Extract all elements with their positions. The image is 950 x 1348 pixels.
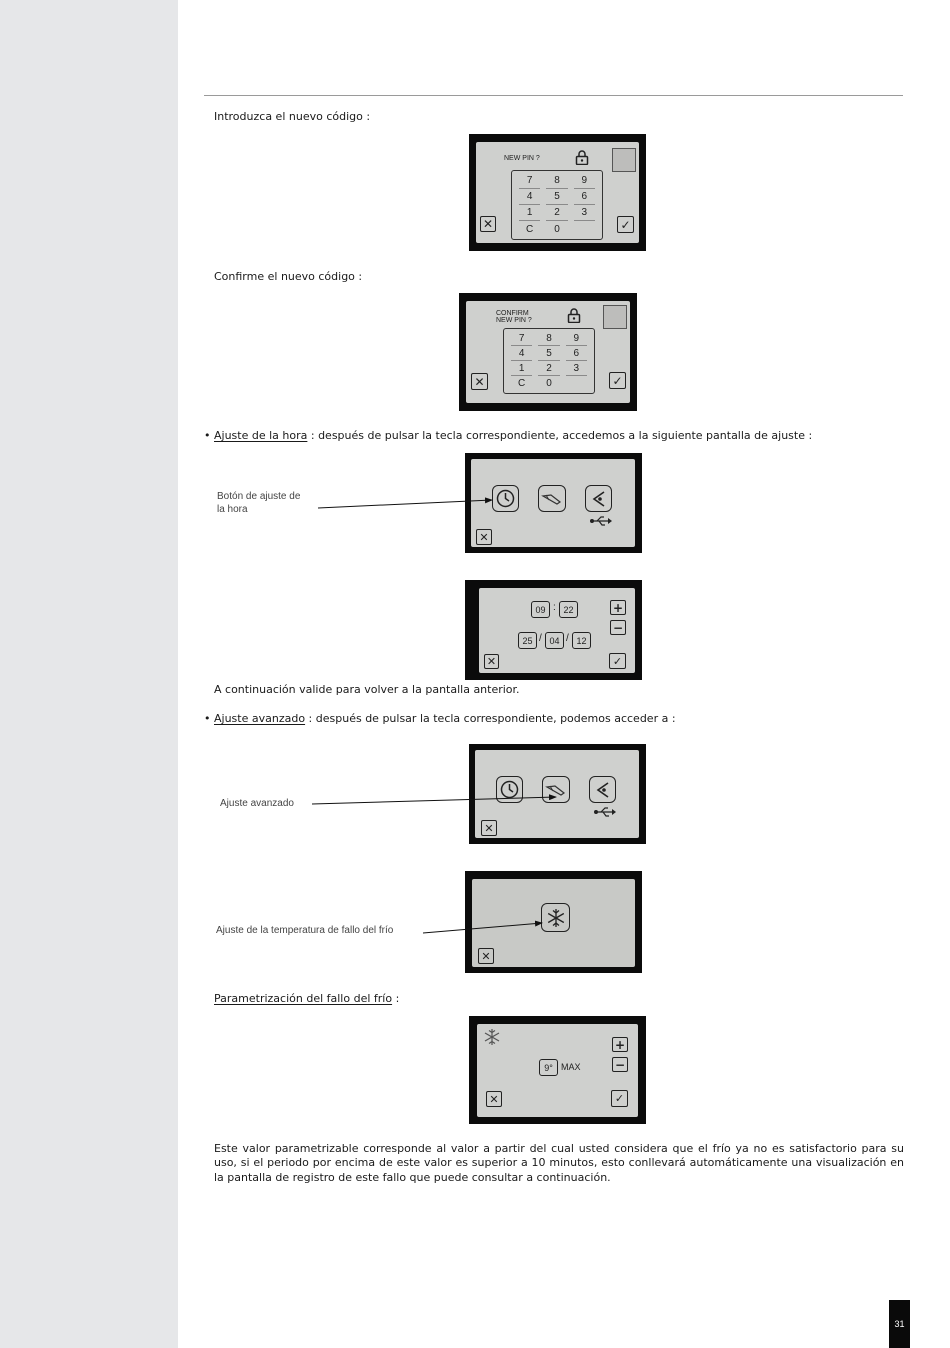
status-grid xyxy=(612,148,636,172)
close-icon[interactable]: ✕ xyxy=(480,216,496,232)
time-separator: : xyxy=(553,602,556,613)
key[interactable]: 9 xyxy=(566,331,587,346)
minus-icon[interactable]: − xyxy=(612,1057,628,1072)
screen-menu-time xyxy=(465,453,642,553)
callout-time-line2: la hora xyxy=(217,504,248,515)
plus-icon[interactable]: + xyxy=(610,600,626,615)
usb-icon xyxy=(589,515,613,527)
step2-text: Confirme el nuevo código : xyxy=(214,270,363,283)
lcd-cold-menu xyxy=(472,879,635,967)
screen-time-set xyxy=(465,580,642,680)
callout-cold: Ajuste de la temperatura de fallo del frío xyxy=(216,925,394,936)
key[interactable]: 7 xyxy=(519,173,540,189)
key[interactable]: C xyxy=(526,223,534,235)
key[interactable]: 6 xyxy=(566,346,587,361)
bullet-time-rest: : después de pulsar la tecla correspondiente, accedemos a la siguiente pantalla de ajuste : xyxy=(307,429,813,442)
key[interactable]: 0 xyxy=(546,378,552,389)
eye-icon[interactable] xyxy=(589,776,616,803)
time-setting-link[interactable]: Ajuste de la hora xyxy=(214,429,308,442)
check-icon[interactable]: ✓ xyxy=(609,653,626,669)
key[interactable]: 4 xyxy=(519,189,540,205)
eye-icon[interactable] xyxy=(585,485,612,512)
key[interactable]: 3 xyxy=(566,361,587,376)
key[interactable]: 5 xyxy=(538,346,559,361)
keypad-new-pin xyxy=(511,170,603,240)
clock-icon[interactable] xyxy=(492,485,519,512)
close-icon[interactable]: ✕ xyxy=(476,529,492,545)
cold-value-label: MAX xyxy=(561,1062,581,1072)
lcd-new-pin xyxy=(476,142,639,243)
key[interactable]: 8 xyxy=(546,173,567,189)
key[interactable]: 1 xyxy=(519,205,540,221)
left-margin-band xyxy=(0,0,178,1348)
close-icon[interactable]: ✕ xyxy=(481,820,497,836)
snowflake-icon xyxy=(483,1028,501,1046)
check-icon[interactable]: ✓ xyxy=(611,1090,628,1107)
clock-icon[interactable] xyxy=(496,776,523,803)
snowflake-icon[interactable] xyxy=(541,903,570,932)
key[interactable] xyxy=(574,221,595,237)
advanced-settings-icon[interactable] xyxy=(538,485,566,512)
key[interactable]: 2 xyxy=(538,361,559,376)
screen-menu-advanced xyxy=(469,744,646,844)
check-icon[interactable]: ✓ xyxy=(609,372,626,389)
close-icon[interactable]: ✕ xyxy=(471,373,488,390)
key[interactable] xyxy=(566,376,587,391)
lcd-confirm-pin xyxy=(466,301,630,403)
close-icon[interactable]: ✕ xyxy=(486,1091,502,1107)
day-field[interactable]: 25 xyxy=(518,632,537,649)
step1-text: Introduzca el nuevo código : xyxy=(214,110,371,123)
minute-field[interactable]: 22 xyxy=(559,601,578,618)
bullet-time xyxy=(204,429,812,443)
lock-icon xyxy=(575,150,589,165)
callout-advanced: Ajuste avanzado xyxy=(220,798,294,809)
date-separator: / xyxy=(566,633,569,644)
lcd-menu-advanced xyxy=(475,750,639,838)
bullet-advanced xyxy=(204,712,676,726)
final-paragraph: Este valor parametrizable corresponde al valor a partir del cual usted considera que el frío ya no es satisfactorio para su uso, si el periodo por encima de este valor es superior a 10 minutos, esto conllevará automáticamente una visualización en la pantalla de registro de este fallo que puede consultar a continuación. xyxy=(214,1142,904,1184)
advanced-setting-link[interactable]: Ajuste avanzado xyxy=(214,712,306,725)
keypad-confirm-pin xyxy=(503,328,595,394)
header-rule xyxy=(204,95,903,96)
bullet-advanced-rest: : después de pulsar la tecla correspondiente, podemos acceder a : xyxy=(305,712,676,725)
minus-icon[interactable]: − xyxy=(610,620,626,635)
key[interactable]: 1 xyxy=(511,361,532,376)
key[interactable]: 8 xyxy=(538,331,559,346)
page-number: 31 xyxy=(889,1300,910,1348)
close-icon[interactable]: ✕ xyxy=(484,654,499,669)
date-separator: / xyxy=(539,633,542,644)
key[interactable]: 7 xyxy=(511,331,532,346)
lcd-time-set xyxy=(479,588,635,673)
key[interactable]: 9 xyxy=(574,173,595,189)
bullet-mark: • xyxy=(204,429,211,442)
bullet-mark: • xyxy=(204,712,211,725)
screen-cold-menu xyxy=(465,871,642,973)
key[interactable]: 4 xyxy=(511,346,532,361)
hour-field[interactable]: 09 xyxy=(531,601,550,618)
key[interactable]: 6 xyxy=(574,189,595,205)
close-icon[interactable]: ✕ xyxy=(478,948,494,964)
validate-text: A continuación valide para volver a la pantalla anterior. xyxy=(214,683,520,696)
param-heading-label: Parametrización del fallo del frío xyxy=(214,992,393,1005)
year-field[interactable]: 12 xyxy=(572,632,591,649)
advanced-settings-icon[interactable] xyxy=(542,776,570,803)
check-icon[interactable]: ✓ xyxy=(617,216,634,233)
usb-icon xyxy=(593,806,617,818)
screen-confirm-pin xyxy=(459,293,637,411)
new-pin-prompt: NEW PIN ? xyxy=(504,155,540,162)
confirm-pin-prompt-line1: CONFIRM xyxy=(496,310,529,317)
plus-icon[interactable]: + xyxy=(612,1037,628,1052)
key[interactable]: 3 xyxy=(574,205,595,221)
key[interactable]: 2 xyxy=(546,205,567,221)
confirm-pin-prompt-line2: NEW PIN ? xyxy=(496,317,532,324)
status-grid xyxy=(603,305,627,329)
lock-icon xyxy=(567,308,581,323)
month-field[interactable]: 04 xyxy=(545,632,564,649)
cold-value-field[interactable]: 9° xyxy=(539,1059,558,1076)
key[interactable]: 5 xyxy=(546,189,567,205)
param-heading-suffix: : xyxy=(392,992,400,1005)
callout-time-line1: Botón de ajuste de xyxy=(217,491,301,502)
lcd-cold-param xyxy=(477,1024,638,1117)
screen-cold-param xyxy=(469,1016,646,1124)
param-heading xyxy=(214,992,399,1006)
screen-new-pin xyxy=(469,134,646,251)
key[interactable]: C xyxy=(518,378,526,389)
key[interactable]: 0 xyxy=(554,223,560,235)
lcd-menu-time xyxy=(471,459,635,547)
